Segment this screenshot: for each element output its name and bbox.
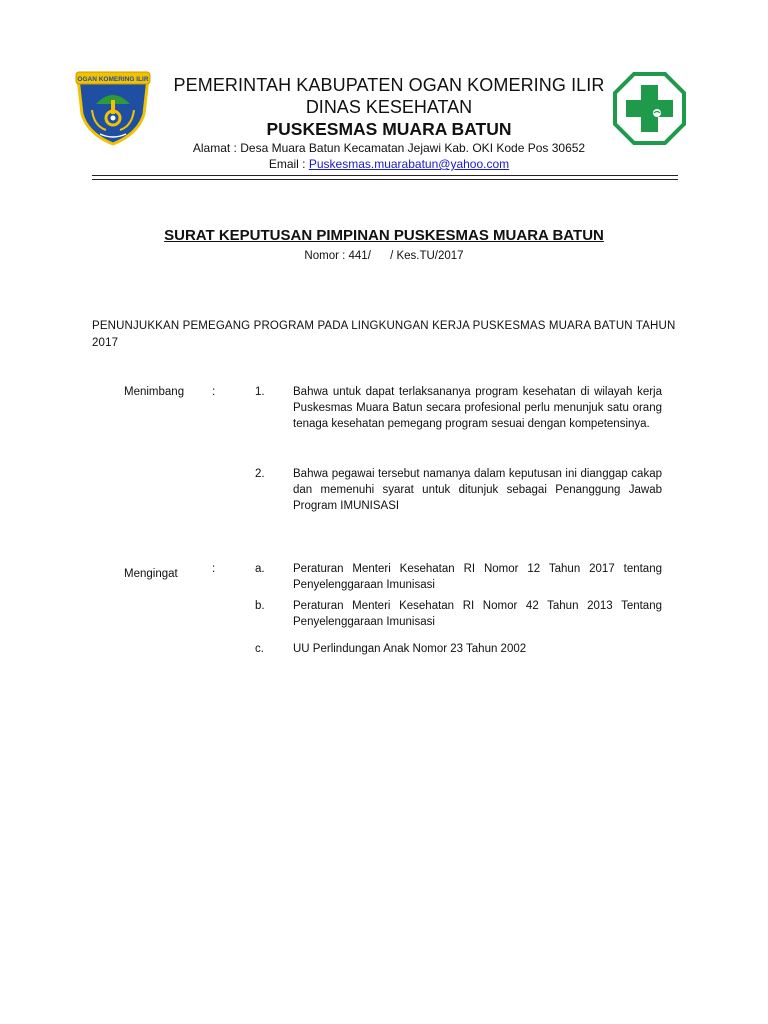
menimbang-item-text: Bahwa untuk dapat terlaksananya program kesehatan di wilayah kerja Puskesmas Muara Batun secara profesional perlu menunjuk satu orang tenaga kesehatan pemegang program sesuai dengan kompetensinya.	[293, 386, 662, 430]
menimbang-item-number: 1.	[255, 386, 265, 398]
document-number: Nomor : 441/ / Kes.TU/2017	[304, 250, 464, 262]
menimbang-label: Menimbang	[124, 386, 185, 398]
mengingat-item-letter: a.	[255, 563, 265, 575]
mengingat-item-text: Peraturan Menteri Kesehatan RI Nomor 12 Tahun 2017 tentang Penyelenggaraan Imunisasi	[293, 563, 662, 591]
regency-emblem-icon	[72, 70, 154, 146]
letterhead-government-line: PEMERINTAH KABUPATEN OGAN KOMERING ILIR	[173, 75, 605, 95]
menimbang-colon: :	[212, 386, 216, 398]
document-subject: PENUNJUKKAN PEMEGANG PROGRAM PADA LINGKUNGAN KERJA PUSKESMAS MUARA BATUN TAHUN 2017	[92, 320, 676, 349]
health-ministry-cross-icon	[613, 72, 686, 145]
menimbang-item-text: Bahwa pegawai tersebut namanya dalam keputusan ini dianggap cakap dan memenuhi syarat untuk ditunjuk sebagai Penanggung Jawab Program IMUNISASI	[293, 468, 662, 512]
letterhead-divider-thick	[92, 179, 678, 180]
email-label: Email :	[268, 157, 309, 171]
letterhead-department-line: DINAS KESEHATAN	[305, 97, 473, 117]
document-title: SURAT KEPUTUSAN PIMPINAN PUSKESMAS MUARA BATUN	[164, 227, 604, 244]
menimbang-item-number: 2.	[255, 468, 265, 480]
mengingat-item-text: UU Perlindungan Anak Nomor 23 Tahun 2002	[293, 643, 527, 655]
mengingat-label: Mengingat	[124, 568, 178, 580]
letterhead-address: Alamat : Desa Muara Batun Kecamatan Jejawi Kab. OKI Kode Pos 30652	[192, 141, 586, 155]
letterhead-email-line	[159, 156, 619, 172]
mengingat-item-letter: b.	[255, 600, 265, 612]
letterhead-divider-thin	[92, 175, 678, 176]
mengingat-item-letter: c.	[255, 643, 264, 655]
mengingat-item-text: Peraturan Menteri Kesehatan RI Nomor 42 Tahun 2013 Tentang Penyelenggaraan Imunisasi	[293, 600, 662, 628]
svg-text:OGAN KOMERING ILIR: OGAN KOMERING ILIR	[77, 76, 149, 83]
letterhead-institution-name: PUSKESMAS MUARA BATUN	[266, 119, 512, 139]
mengingat-colon: :	[212, 563, 216, 575]
email-link[interactable]: Puskesmas.muarabatun@yahoo.com	[308, 157, 510, 171]
